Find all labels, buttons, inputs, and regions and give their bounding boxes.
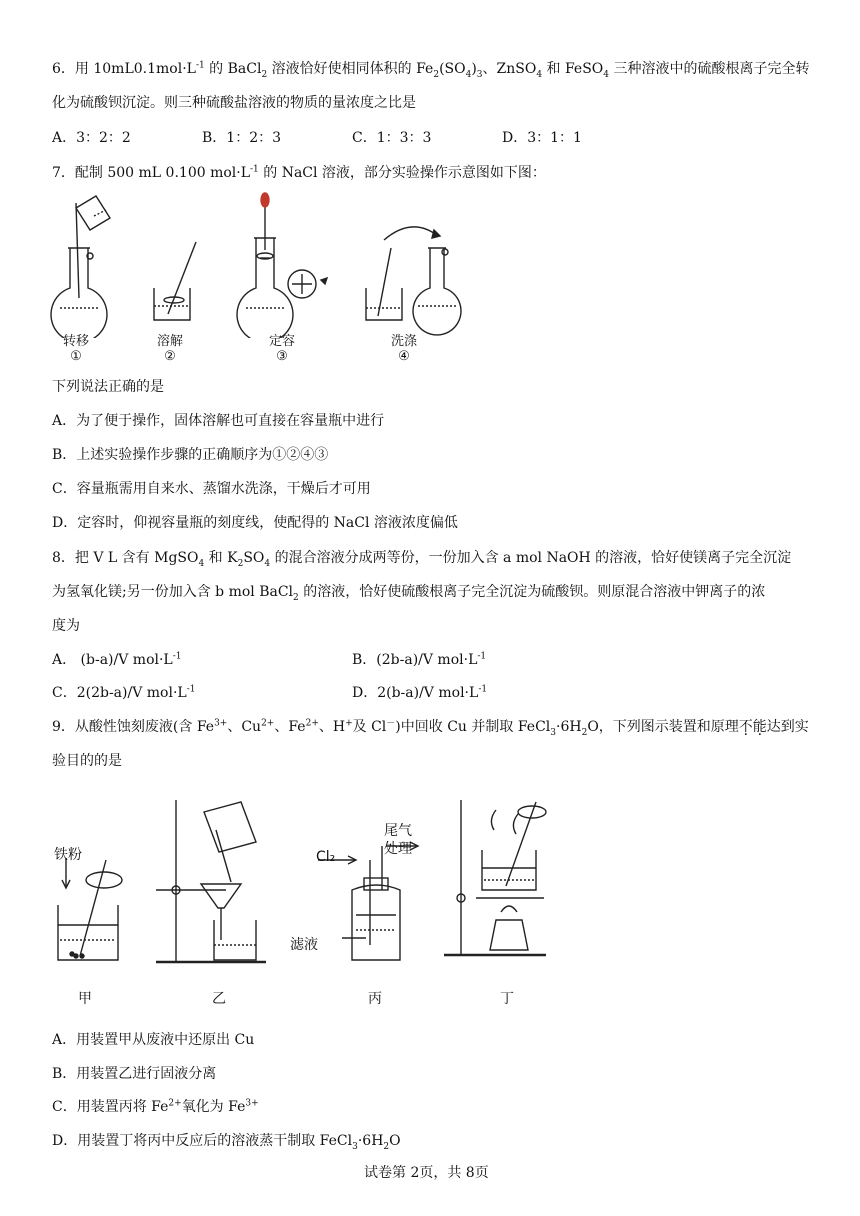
- q9-option-c[interactable]: C．用装置丙将 $Fe^{2+}$氧化为 $Fe^{3+}$: [52, 1098, 259, 1115]
- dissolve-diagram: [154, 242, 196, 320]
- q7-figure: [46, 188, 466, 338]
- q7-prompt: 下列说法正确的是: [52, 379, 164, 395]
- q7-option-d[interactable]: D．定容时，仰视容量瓶的刻度线，使配得的 NaCl 溶液浓度偏低: [52, 515, 458, 531]
- q9-caption-bing: 丙: [368, 991, 382, 1007]
- q7-option-a[interactable]: A．为了便于操作，固体溶解也可直接在容量瓶中进行: [52, 413, 385, 429]
- q9-caption-ding: 丁: [500, 991, 514, 1007]
- q9-stem-line2: 验目的的是: [52, 753, 122, 769]
- q8-option-b[interactable]: B．(2b-a)/V $mol\cdot L^{-1}$: [352, 651, 487, 668]
- q6-stem-line2: 化为硫酸钡沉淀。则三种硫酸盐溶液的物质的量浓度之比是: [52, 95, 416, 111]
- label-lvye: 滤液: [290, 937, 318, 953]
- q7-caption-1: 转移 ①: [62, 334, 89, 364]
- q9-caption-yi: 乙: [212, 991, 226, 1007]
- q7-option-c[interactable]: C．容量瓶需用自来水、蒸馏水洗涤，干燥后才可用: [52, 481, 371, 497]
- page-footer: 试卷第 2页，共 8页: [364, 1165, 489, 1181]
- q6-option-c[interactable]: C．1：3：3: [352, 130, 432, 146]
- label-cl2: Cl₂: [316, 849, 336, 865]
- transfer-diagram: [51, 196, 110, 338]
- label-weiqi-1: 尾气: [384, 823, 412, 839]
- label-weiqi-2: 处理: [384, 841, 412, 857]
- q8-option-d[interactable]: D．2(b-a)/V $mol\cdot L^{-1}$: [352, 684, 488, 701]
- q9-option-d[interactable]: D．用装置丁将丙中反应后的溶液蒸干制取 $FeCl_3\cdot 6H_2O$: [52, 1133, 401, 1152]
- q9-option-a[interactable]: A．用装置甲从废液中还原出 Cu: [52, 1032, 255, 1048]
- apparatus-yi: [156, 800, 266, 962]
- q7-caption-3: 定容 ③: [268, 334, 295, 364]
- q8-option-a[interactable]: A． (b-a)/V $mol\cdot L^{-1}$: [52, 651, 182, 668]
- q9-option-b[interactable]: B．用装置乙进行固液分离: [52, 1066, 217, 1082]
- q6-stem-line1: 6．用 $10mL0.1mol\cdot L^{-1}$ 的 BaCl$_2$ 溶液恰好使相同体积的 $Fe_2(SO_4)_3$、ZnSO$_4$ 和 FeSO$_4$ 三种溶液中的硫酸根离子完全转: [52, 60, 810, 80]
- label-tie-fen: 铁粉: [54, 847, 82, 863]
- q7-caption-2: 溶解 ②: [156, 334, 183, 364]
- constant-volume-diagram: [237, 193, 327, 338]
- washing-diagram: [366, 227, 461, 335]
- apparatus-jia: [58, 858, 122, 960]
- q6-option-b[interactable]: B．1：2：3: [202, 130, 282, 146]
- q7-caption-4: 洗涤 ④: [390, 334, 417, 364]
- q9-stem-line1: 9．从酸性蚀刻废液(含 $Fe^{3+}$、$Cu^{2+}$、$Fe^{2+}$、H+及 Cl－)中回收 Cu 并制取 $FeCl_3\cdot 6H_2O$，下列图示装置和原理不能达到实: [52, 718, 809, 738]
- q9-caption-jia: 甲: [78, 991, 92, 1007]
- q7-option-b[interactable]: B．上述实验操作步骤的正确顺序为①②④③: [52, 447, 329, 463]
- apparatus-ding: [444, 800, 546, 955]
- q8-stem-line2: 为氢氧化镁;另一份加入含 b mol BaCl$_2$ 的溶液，恰好使硫酸根离子完全沉淀为硫酸钡。则原混合溶液中钾离子的浓: [52, 584, 766, 603]
- q8-stem-line3: 度为: [52, 618, 80, 634]
- q7-stem: 7．配制 500 mL 0.100 $mol\cdot L^{-1}$ 的 NaCl 溶液，部分实验操作示意图如下图：: [52, 164, 546, 181]
- q8-stem-line1: 8．把 V L 含有 MgSO$_4$ 和 $K_2SO_4$ 的混合溶液分成两等份，一份加入含 a mol NaOH 的溶液，恰好使镁离子完全沉淀: [52, 550, 792, 569]
- q6-option-d[interactable]: D．3：1：1: [502, 130, 582, 146]
- q6-option-a[interactable]: A．3：2：2: [52, 130, 131, 146]
- q8-option-c[interactable]: C．2(2b-a)/V $mol\cdot L^{-1}$: [52, 684, 196, 701]
